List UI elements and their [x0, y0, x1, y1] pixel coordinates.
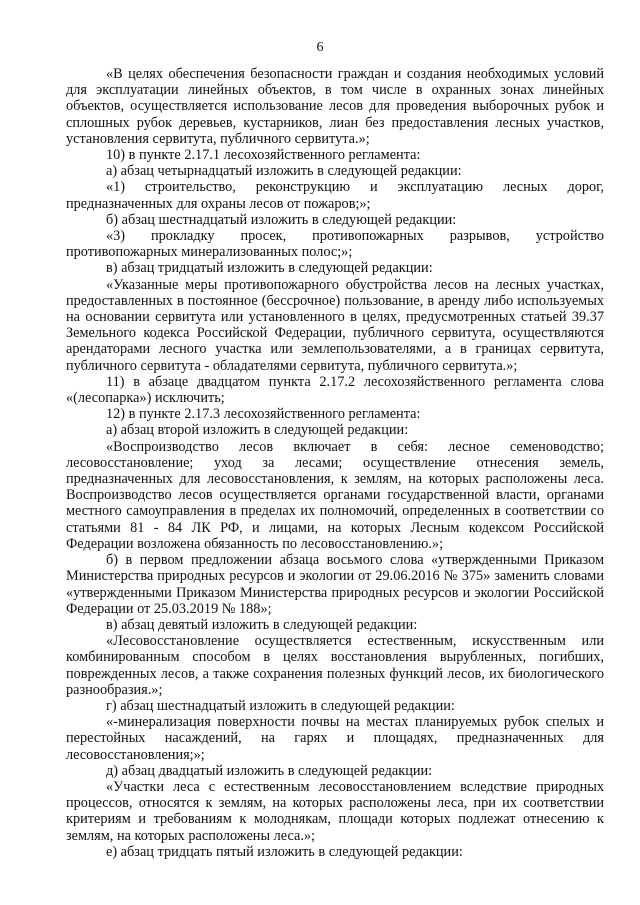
paragraph: 11) в абзаце двадцатом пункта 2.17.2 лесохозяйственного регламента слова «(лесопарка») исключить;	[66, 373, 604, 407]
paragraph: а) абзац второй изложить в следующей редакции:	[106, 422, 409, 439]
paragraph: 12) в пункте 2.17.3 лесохозяйственного регламента:	[106, 406, 421, 423]
paragraph: «Лесовосстановление осуществляется естественным, искусственным или комбинированным способом в целях восстановления вырубленных, погибших, поврежденных лесов, а также сохранения полезных функций лесов, их биологического разнообразия.»;	[66, 633, 604, 698]
paragraph: «Указанные меры противопожарного обустройства лесов на лесных участках, предоставленных в постоянное (бессрочное) пользование, в аренду либо используемых на основании сервитута или установленного в целях, предусмотренных статьей 39.37 Земельного кодекса Российской Федерации, публичного сервитута, осуществляются арендаторами лесного участка или землепользователями, а в границах сервитута, публичного сервитута - обладателями сервитута, публичного сервитута.»;	[66, 276, 604, 374]
paragraph: 10) в пункте 2.17.1 лесохозяйственного регламента:	[106, 147, 421, 164]
paragraph: «-минерализация поверхности почвы на местах планируемых рубок спелых и перестойных насаждений, на гарях и площадях, предназначенных для лесовосстановления;»;	[66, 714, 604, 763]
paragraph: «3) прокладку просек, противопожарных разрывов, устройство противопожарных минерализованных полос;»;	[66, 228, 604, 261]
document-body	[66, 66, 604, 860]
paragraph: в) абзац тридцатый изложить в следующей редакции:	[106, 260, 433, 277]
paragraph: г) абзац шестнадцатый изложить в следующей редакции:	[106, 697, 455, 714]
paragraph: «Участки леса с естественным лесовосстановлением вследствие природных процессов, относятся к землям, на которых расположены леса, при их соответствии критериям и требованиям к молоднякам, площади которых подлежат отнесению к землям, на которых расположены леса.»;	[66, 778, 604, 844]
paragraph: а) абзац четырнадцатый изложить в следующей редакции:	[106, 163, 462, 180]
paragraph: е) абзац тридцать пятый изложить в следующей редакции:	[106, 843, 463, 860]
paragraph: в) абзац девятый изложить в следующей редакции:	[106, 616, 418, 633]
page-number: 6	[316, 40, 324, 55]
paragraph: б) абзац шестнадцатый изложить в следующей редакции:	[106, 211, 457, 228]
paragraph: «В целях обеспечения безопасности граждан и создания необходимых условий для эксплуатации линейных объектов, в том числе в охранных зонах линейных объектов, осуществляется использование лесов для проведения выборочных рубок и сплошных рубок деревьев, кустарников, лиан без предоставления лесных участков, установления сервитута, публичного сервитута.»;	[66, 66, 604, 147]
paragraph: «Воспроизводство лесов включает в себя: лесное семеноводство; лесовосстановление; уход за лесами; осуществление отнесения земель, предназначенных для лесовосстановления, к землям, на которых расположены леса. Воспроизводство лесов осуществляется органами государственной власти, органами местного самоуправления в пределах их полномочий, определенных в соответствии со статьями 81 - 84 ЛК РФ, и лицами, на которых Лесным кодексом Российской Федерации возложена обязанность по лесовосстановлению.»;	[66, 438, 604, 552]
paragraph: д) абзац двадцатый изложить в следующей редакции:	[106, 762, 433, 779]
paragraph: б) в первом предложении абзаца восьмого слова «утвержденными Приказом Министерства природных ресурсов и экологии от 29.06.2016 № 375» заменить словами «утвержденными Приказом Министерства природных ресурсов и экологии Российской Федерации от 25.03.2019 № 188»;	[66, 552, 604, 617]
paragraph: «1) строительство, реконструкцию и эксплуатацию лесных дорог, предназначенных для охраны лесов от пожаров;»;	[66, 179, 604, 212]
